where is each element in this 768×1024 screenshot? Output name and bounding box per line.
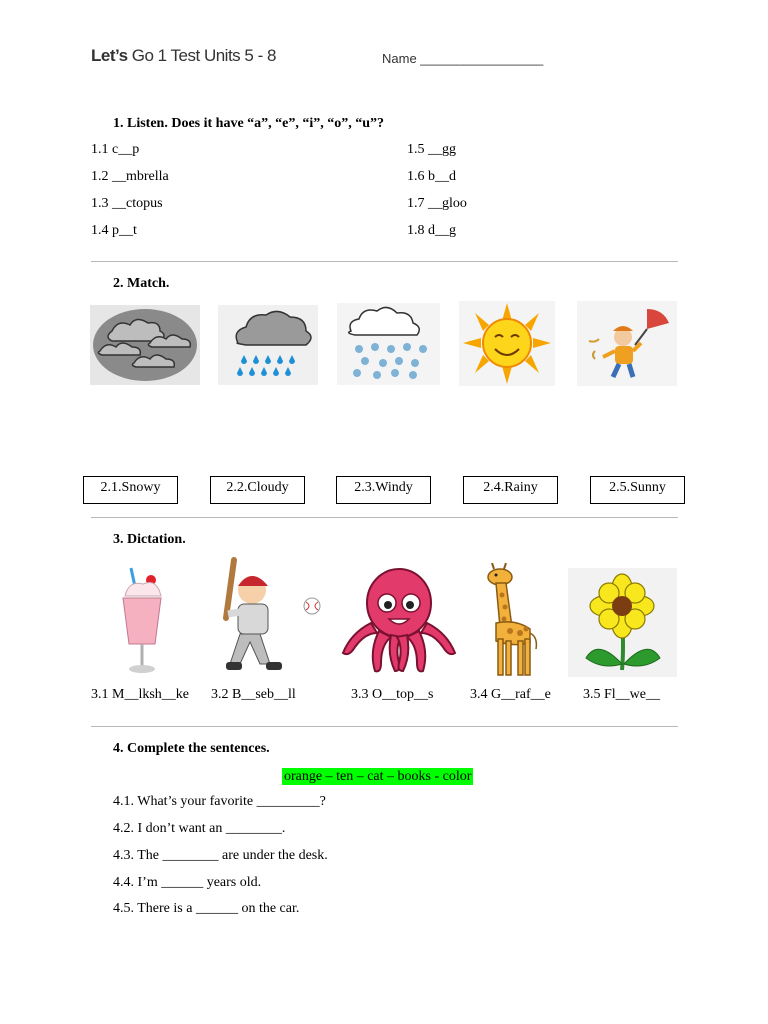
section-divider <box>91 726 678 727</box>
giraffe-image <box>474 563 546 679</box>
windy-weather-image <box>577 301 677 386</box>
flower-image <box>568 568 677 677</box>
match-box-snowy: 2.1.Snowy <box>83 476 178 504</box>
name-field-label: Name _________________ <box>382 51 544 66</box>
sentence-item: 4.2. I don’t want an ________. <box>113 821 286 836</box>
section-2-heading: 2. Match. <box>113 276 170 291</box>
milkshake-image <box>117 566 167 676</box>
section-1-item: 1.7 __gloo <box>407 196 467 211</box>
sentence-item: 4.5. There is a ______ on the car. <box>113 901 300 916</box>
baseball-player-image <box>208 556 324 678</box>
snowy-weather-image <box>337 303 440 385</box>
dictation-caption: 3.3 O__top__s <box>351 687 434 702</box>
section-3-heading: 3. Dictation. <box>113 532 186 547</box>
worksheet-title: Let’s Go 1 Test Units 5 - 8 <box>91 46 276 65</box>
sentence-item: 4.3. The ________ are under the desk. <box>113 848 328 863</box>
cloudy-weather-image <box>90 305 200 385</box>
word-bank-text: orange – ten – cat – books - color <box>284 769 472 784</box>
section-1-item: 1.1 c__p <box>91 142 140 157</box>
section-1-heading: 1. Listen. Does it have “a”, “e”, “i”, “o”, “u”? <box>113 116 385 131</box>
match-box-cloudy: 2.2.Cloudy <box>210 476 305 504</box>
section-1-item: 1.5 __gg <box>407 142 456 157</box>
section-1-item: 1.3 __ctopus <box>91 196 163 211</box>
section-1-item: 1.4 p__t <box>91 223 137 238</box>
match-box-windy: 2.3.Windy <box>336 476 431 504</box>
section-4-heading: 4. Complete the sentences. <box>113 741 270 756</box>
dictation-caption: 3.4 G__raf__e <box>470 687 551 702</box>
sentence-item: 4.4. I’m ______ years old. <box>113 875 262 890</box>
match-box-rainy: 2.4.Rainy <box>463 476 558 504</box>
section-1-item: 1.8 d__g <box>407 223 456 238</box>
section-divider <box>91 517 678 518</box>
sentence-item: 4.1. What’s your favorite _________? <box>113 794 326 809</box>
dictation-caption: 3.1 M__lksh__ke <box>91 687 189 702</box>
rainy-weather-image <box>218 305 318 385</box>
section-1-item: 1.6 b__d <box>407 169 456 184</box>
word-bank <box>282 767 473 785</box>
dictation-caption: 3.2 B__seb__ll <box>211 687 296 702</box>
section-divider <box>91 261 678 262</box>
dictation-caption: 3.5 Fl__we__ <box>583 687 660 702</box>
match-box-sunny: 2.5.Sunny <box>590 476 685 504</box>
section-1-item: 1.2 __mbrella <box>91 169 169 184</box>
sunny-weather-image <box>459 301 555 386</box>
octopus-image <box>337 563 461 679</box>
